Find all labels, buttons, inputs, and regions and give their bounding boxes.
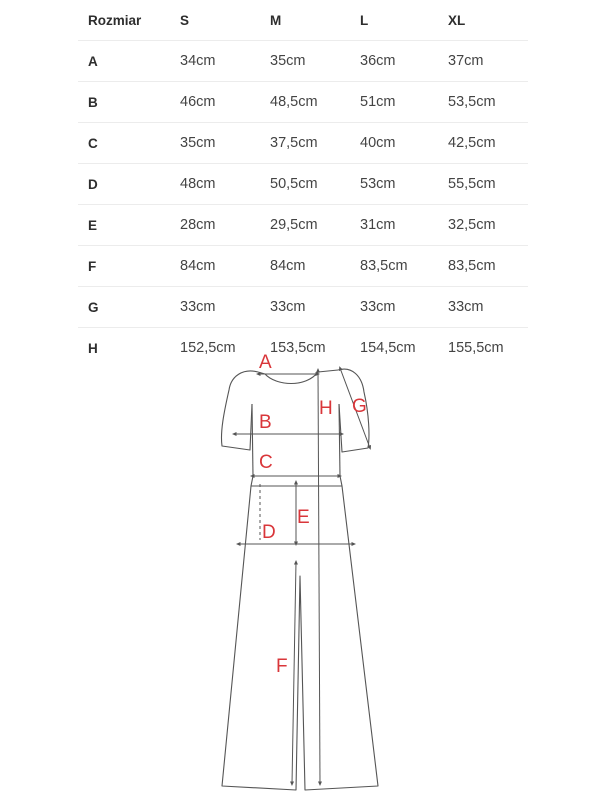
table-cell: 31cm [350, 205, 438, 246]
row-key: F [78, 246, 170, 287]
table-cell: 33cm [170, 287, 260, 328]
jumpsuit-outline [221, 369, 378, 790]
label-a: A [259, 352, 272, 373]
table-cell: 153,5cm [270, 340, 326, 356]
row-key: D [78, 164, 170, 205]
label-f: F [276, 656, 288, 677]
table-cell: 51cm [350, 82, 438, 123]
table-cell: 152,5cm [180, 340, 236, 356]
header-m: M [260, 0, 350, 41]
table-cell: 35cm [170, 123, 260, 164]
label-h: H [319, 398, 333, 419]
table-header-row [78, 0, 528, 41]
header-l: L [350, 0, 438, 41]
table-cell: 154,5cm [360, 340, 416, 356]
table-cell: 33cm [260, 287, 350, 328]
row-key: H [88, 340, 98, 356]
size-table [78, 0, 528, 368]
row-key: C [78, 123, 170, 164]
label-c: C [259, 452, 273, 473]
table-row [78, 287, 528, 328]
header-size: Rozmiar [78, 0, 170, 41]
table-cell: 33cm [350, 287, 438, 328]
table-cell: 42,5cm [438, 123, 528, 164]
table-cell: 37cm [438, 41, 528, 82]
label-g: G [352, 396, 367, 417]
label-d: D [262, 522, 276, 543]
table-row [78, 123, 528, 164]
table-cell: 46cm [170, 82, 260, 123]
table-cell: 84cm [260, 246, 350, 287]
table-cell: 33cm [438, 287, 528, 328]
table-cell: 155,5cm [448, 340, 504, 356]
table-cell: 28cm [170, 205, 260, 246]
table-cell: 83,5cm [438, 246, 528, 287]
table-cell: 35cm [260, 41, 350, 82]
table-cell: 34cm [170, 41, 260, 82]
table-cell: 48,5cm [260, 82, 350, 123]
label-e: E [297, 507, 310, 528]
table-row [78, 41, 528, 82]
row-key: G [78, 287, 170, 328]
jumpsuit-measurement-diagram [0, 340, 600, 800]
row-key: E [78, 205, 170, 246]
table-row [78, 205, 528, 246]
label-b: B [259, 412, 272, 433]
table-row [78, 164, 528, 205]
table-cell: 32,5cm [438, 205, 528, 246]
table-cell: 84cm [170, 246, 260, 287]
table-cell: 55,5cm [438, 164, 528, 205]
header-xl: XL [438, 0, 528, 41]
table-cell: 29,5cm [260, 205, 350, 246]
table-cell: 83,5cm [350, 246, 438, 287]
table-cell: 53,5cm [438, 82, 528, 123]
measurement-lines [234, 368, 370, 784]
table-cell: 36cm [350, 41, 438, 82]
table-row [78, 246, 528, 287]
table-row [78, 82, 528, 123]
table-cell: 50,5cm [260, 164, 350, 205]
row-key: A [78, 41, 170, 82]
table-cell: 48cm [170, 164, 260, 205]
table-cell: 53cm [350, 164, 438, 205]
measurement-labels [259, 352, 367, 677]
header-s: S [170, 0, 260, 41]
table-cell: 37,5cm [260, 123, 350, 164]
table-cell: 40cm [350, 123, 438, 164]
row-key: B [78, 82, 170, 123]
